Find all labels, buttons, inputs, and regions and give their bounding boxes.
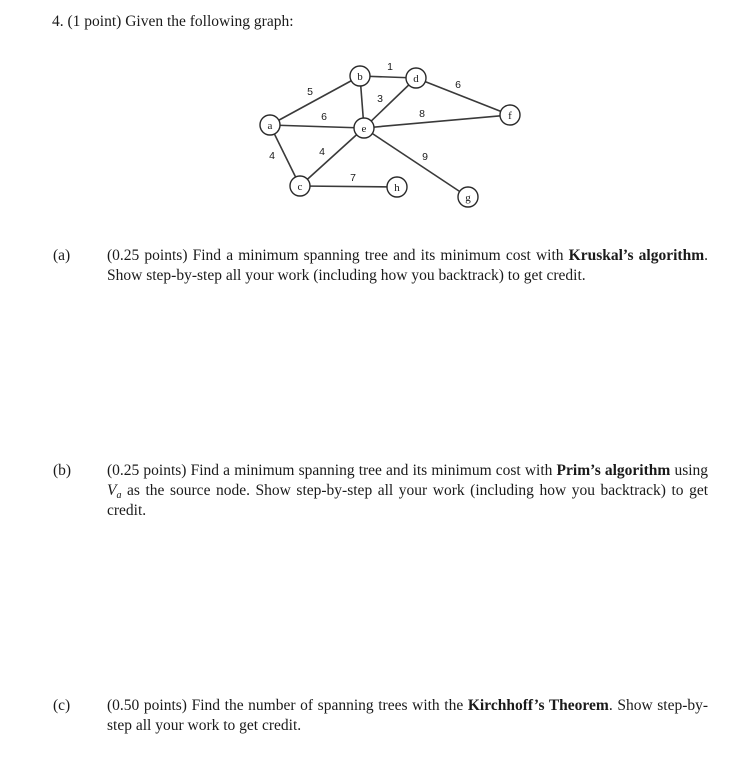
part-a-text-before: Find a minimum spanning tree and its minimum cost with xyxy=(192,247,564,264)
part-c-method: Kirchhoff’s Theorem xyxy=(467,697,609,714)
part-c xyxy=(53,696,709,736)
edge-a-e xyxy=(270,125,364,128)
edge-weight-d-f: 6 xyxy=(455,79,461,91)
edge-weight-b-e: 3 xyxy=(377,93,383,105)
node-label-d: d xyxy=(413,72,419,85)
part-b-method: Prim’s algorithm xyxy=(556,462,671,479)
part-c-text-after: . Show step-by-step all your work to get credit. xyxy=(107,697,709,734)
part-b-var-main: V xyxy=(107,482,117,499)
part-b-text-before: Find a minimum spanning tree and its minimum cost with xyxy=(190,462,553,479)
question-points: (1 point) xyxy=(67,13,122,30)
edge-c-h xyxy=(300,186,397,187)
edge-a-b xyxy=(270,76,360,125)
edge-weight-b-d: 1 xyxy=(387,61,393,73)
edge-weight-c-e: 4 xyxy=(319,146,325,158)
part-b-text-after: as the source node. Show step-by-step all your work (including how you backtrack) to get credit. xyxy=(107,482,709,519)
edge-weight-c-h: 7 xyxy=(350,172,356,184)
part-c-text-before: Find the number of spanning trees with the xyxy=(191,697,464,714)
node-label-a: a xyxy=(267,119,273,132)
part-a xyxy=(53,246,708,286)
node-label-h: h xyxy=(394,181,400,194)
part-a-label: (a) xyxy=(53,247,71,264)
question-number: 4. xyxy=(52,13,64,30)
node-label-c: c xyxy=(297,180,303,193)
graph-svg xyxy=(240,55,540,215)
part-c-label: (c) xyxy=(53,697,71,714)
part-b-label: (b) xyxy=(53,462,72,479)
part-b-source-var xyxy=(107,482,121,499)
question-header xyxy=(52,12,294,32)
question-prompt: Given the following graph: xyxy=(125,13,294,30)
graph-figure xyxy=(240,55,540,215)
edge-weight-a-c: 4 xyxy=(269,150,275,162)
part-c-points: (0.50 points) xyxy=(107,697,187,714)
edge-weight-e-g: 9 xyxy=(422,151,428,163)
part-a-method: Kruskal’s algorithm xyxy=(568,247,705,264)
part-b-var-sub: a xyxy=(116,490,122,501)
part-a-text-after: . Show step-by-step all your work (including how you backtrack) to get credit. xyxy=(107,247,708,284)
part-b-points: (0.25 points) xyxy=(107,462,187,479)
part-b-text-mid: using xyxy=(674,462,709,479)
edge-d-e xyxy=(364,78,416,128)
node-label-g: g xyxy=(465,191,471,204)
edge-weight-a-e: 6 xyxy=(321,111,327,123)
edge-weight-d-e: 8 xyxy=(419,108,425,120)
edge-weight-a-b: 5 xyxy=(307,86,313,98)
part-a-points: (0.25 points) xyxy=(107,247,188,264)
edge-e-f xyxy=(364,115,510,128)
part-b xyxy=(53,461,709,521)
node-label-e: e xyxy=(361,122,367,135)
edge-d-f xyxy=(416,78,510,115)
node-label-f: f xyxy=(508,109,512,122)
node-label-b: b xyxy=(357,70,363,83)
